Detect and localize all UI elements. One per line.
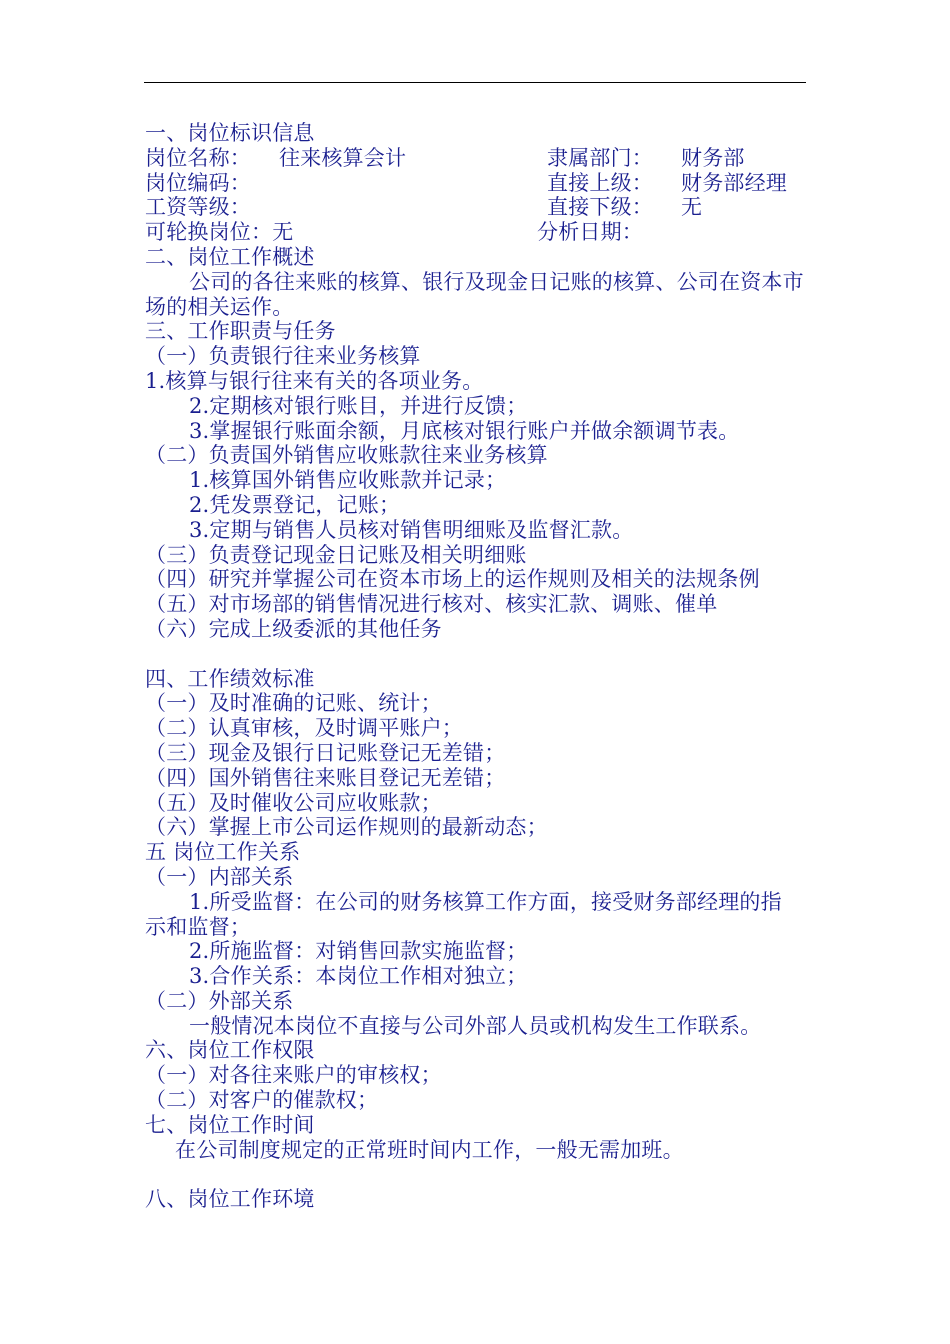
section-3-title: 三、工作职责与任务 [145, 319, 336, 344]
worktime-text: 在公司制度规定的正常班时间内工作，一般无需加班。 [175, 1137, 684, 1162]
duty-group-3: （三）负责登记现金日记账及相关明细账 [145, 542, 527, 567]
relation-item-continuation: 示和监督； [145, 914, 251, 939]
performance-item: （二）认真审核，及时调平账户； [145, 716, 463, 741]
authority-item: （一）对各往来账户的审核权； [145, 1063, 442, 1088]
identity-row-grade [145, 195, 810, 220]
section-6-title: 六、岗位工作权限 [145, 1038, 315, 1063]
performance-item: （三）现金及银行日记账登记无差错； [145, 740, 506, 765]
spacer [145, 642, 810, 667]
external-relations-heading: （二）外部关系 [145, 988, 294, 1013]
header-rule [144, 82, 806, 83]
duty-item: 1.核算与银行往来有关的各项业务。 [145, 368, 484, 393]
performance-item: （四）国外销售往来账目登记无差错； [145, 765, 506, 790]
position-name-value: 往来核算会计 [279, 145, 407, 170]
duty-group-1: （一）负责银行往来业务核算 [145, 344, 421, 369]
rotation-text: 可轮换岗位：无 [145, 220, 294, 245]
relation-item: 3.合作关系：本岗位工作相对独立； [189, 964, 528, 989]
identity-row-name [145, 146, 810, 171]
superior-value: 财务部经理 [681, 170, 787, 195]
duty-group-5: （五）对市场部的销售情况进行核对、核实汇款、调账、催单 [145, 592, 718, 617]
salary-grade-label: 工资等级： [145, 195, 251, 220]
duty-item: 2.定期核对银行账目，并进行反馈； [189, 393, 528, 418]
identity-row-code [145, 171, 810, 196]
duty-item: 1.核算国外销售应收账款并记录； [189, 468, 507, 493]
spacer [145, 1162, 810, 1187]
duty-group-2: （二）负责国外销售应收账款往来业务核算 [145, 443, 548, 468]
section-4-title: 四、工作绩效标准 [145, 666, 315, 691]
performance-item: （六）掌握上市公司运作规则的最新动态； [145, 815, 548, 840]
department-label: 隶属部门： [547, 145, 653, 170]
performance-item: （一）及时准确的记账、统计； [145, 691, 442, 716]
duty-item: 2.凭发票登记，记账； [189, 492, 401, 517]
authority-item: （二）对客户的催款权； [145, 1088, 379, 1113]
section-8-title: 八、岗位工作环境 [145, 1187, 315, 1212]
section-2-title: 二、岗位工作概述 [145, 244, 315, 269]
position-code-label: 岗位编码： [145, 170, 251, 195]
duty-item: 3.掌握银行账面余额，月底核对银行账户并做余额调节表。 [189, 418, 740, 443]
internal-relations-heading: （一）内部关系 [145, 864, 294, 889]
relation-item: 2.所施监督：对销售回款实施监督； [189, 939, 528, 964]
section-1-title: 一、岗位标识信息 [145, 121, 315, 145]
subordinate-value: 无 [681, 195, 703, 220]
duty-group-4: （四）研究并掌握公司在资本市场上的运作规则及相关的法规条例 [145, 567, 760, 592]
duty-group-6: （六）完成上级委派的其他任务 [145, 616, 442, 641]
external-relations-text: 一般情况本岗位不直接与公司外部人员或机构发生工作联系。 [189, 1013, 762, 1038]
duty-item: 3.定期与销售人员核对销售明细账及监督汇款。 [189, 517, 634, 542]
performance-item: （五）及时催收公司应收账款； [145, 790, 442, 815]
superior-label: 直接上级： [547, 170, 653, 195]
section-5-title: 五 岗位工作关系 [145, 840, 301, 865]
department-value: 财务部 [681, 145, 745, 170]
relation-item: 1.所受监督：在公司的财务核算工作方面，接受财务部经理的指 [189, 889, 782, 914]
section-7-title: 七、岗位工作时间 [145, 1112, 315, 1137]
identity-row-rotation [145, 220, 810, 245]
position-name-label: 岗位名称： [145, 145, 251, 170]
analysis-date-label: 分析日期： [537, 220, 643, 245]
document-body [145, 121, 810, 1212]
overview-paragraph: 公司的各往来账的核算、银行及现金日记账的核算、公司在资本市场的相关运作。 [145, 269, 804, 319]
subordinate-label: 直接下级： [547, 195, 653, 220]
